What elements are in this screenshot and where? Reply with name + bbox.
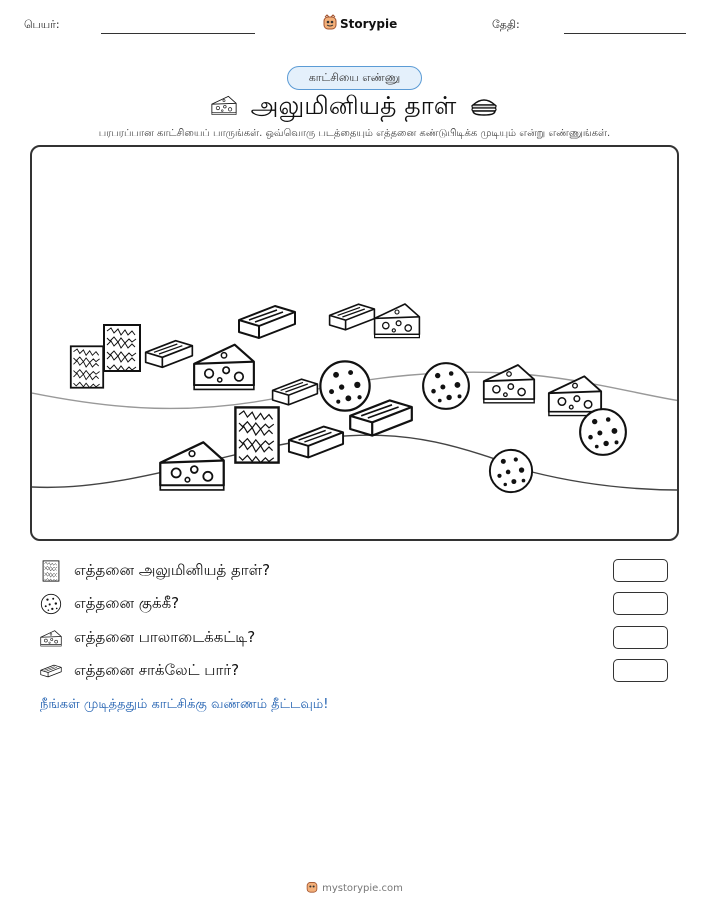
question-foil [40,559,270,583]
chocolate-bar [273,379,318,405]
cheese-wedge [484,365,534,403]
chocolate-bar [330,304,375,330]
name-field[interactable] [101,33,255,34]
cheese-icon [211,94,237,120]
brand-logo [323,14,397,33]
foil-icon [40,560,62,582]
answer-box-cookie[interactable] [613,592,668,615]
foil-sheet [235,407,278,462]
cookie [580,409,626,455]
question-cookie [40,592,179,616]
cookie [490,450,532,492]
chocolate-bar [289,427,343,458]
foil-sheet [71,346,103,387]
cookie [423,363,469,409]
cheese-wedge [375,304,420,338]
date-field[interactable] [564,33,686,34]
name-label: பெயர்: [24,18,60,31]
answer-box-foil[interactable] [613,559,668,582]
counting-scene [30,145,679,541]
site-url: mystorypie.com [322,882,403,894]
question-chocolate [40,659,239,683]
sandwich-icon [470,93,498,121]
question-text: எத்தனை சாக்லேட் பார்? [74,661,240,679]
brand-name: Storypie [340,16,398,31]
foil-sheet [104,325,140,371]
cookie [320,361,369,410]
question-cheese [40,626,255,650]
cheese-icon [40,627,62,649]
answer-box-cheese[interactable] [613,626,668,649]
coloring-note: நீங்கள் முடித்ததும் காட்சிக்கு வண்ணம் தீட்டவும்! [40,697,329,712]
cheese-wedge [194,345,254,390]
date-label: தேதி: [492,18,520,31]
site-footer [0,880,709,896]
question-text: எத்தனை அலுமினியத் தாள்? [74,561,271,579]
activity-badge: காட்சியை எண்ணு [287,66,422,90]
worksheet-header [0,0,709,50]
chocolate-bar-icon [40,660,62,682]
cheese-wedge [549,376,601,415]
title-row [0,88,709,126]
chocolate-bar [239,306,295,338]
cookie-icon [40,593,62,615]
page-title: அலுமினியத் தாள் [250,90,457,120]
chocolate-bar [146,341,193,368]
cheese-wedge [160,442,223,490]
question-text: எத்தனை குக்கீ? [74,594,180,612]
storypie-mascot-icon [323,14,337,33]
question-text: எத்தனை பாலாடைக்கட்டி? [74,628,256,646]
storypie-mascot-icon [306,880,318,896]
answer-box-chocolate[interactable] [613,659,668,682]
instructions: பரபரப்பான காட்சியைப் பாருங்கள். ஒவ்வொரு படத்தையும் எத்தனை கண்டுபிடிக்க முடியும் என்று எண்ணுங்கள். [98,128,611,139]
